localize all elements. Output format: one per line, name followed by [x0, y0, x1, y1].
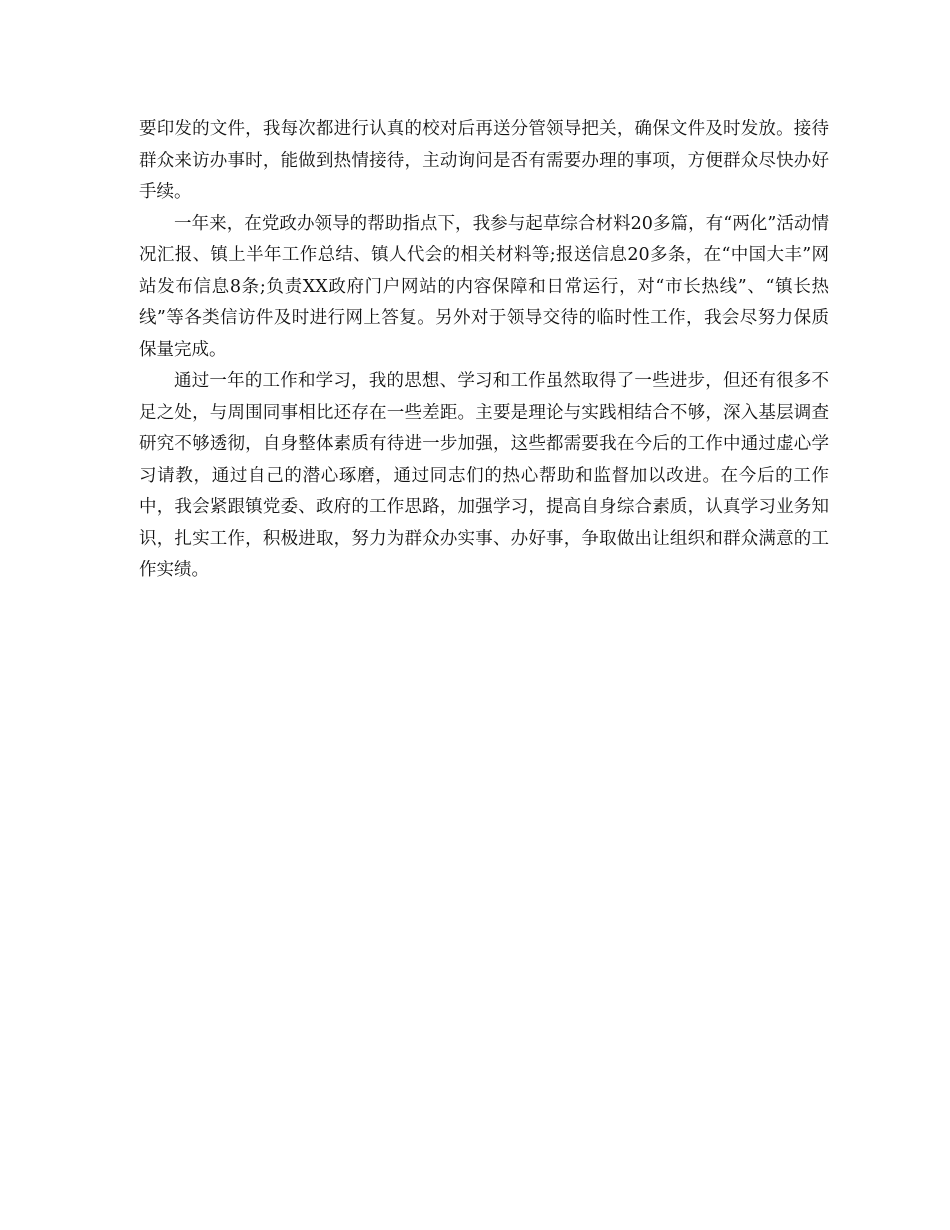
paragraph-continuation: 要印发的文件，我每次都进行认真的校对后再送分管领导把关，确保文件及时发放。接待群众来访办事时，能做到热情接待，主动询问是否有需要办理的事项，方便群众尽快办好手续。	[139, 119, 829, 202]
paragraph-self-assessment: 通过一年的工作和学习，我的思想、学习和工作虽然取得了一些进步，但还有很多不足之处，与周围同事相比还存在一些差距。主要是理论与实践相结合不够，深入基层调查研究不够透彻，自身整体素质有待进一步加强，这些都需要我在今后的工作中通过虚心学习请教，通过自己的潜心琢磨，通过同志们的热心帮助和监督加以改进。在今后的工作中，我会紧跟镇党委、政府的工作思路，加强学习，提高自身综合素质，认真学习业务知识，扎实工作，积极进取，努力为群众办实事、办好事，争取做出让组织和群众满意的工作实绩。	[139, 371, 829, 580]
paragraph-work-summary: 一年来，在党政办领导的帮助指点下，我参与起草综合材料20多篇，有“两化”活动情况汇报、镇上半年工作总结、镇人代会的相关材料等;报送信息20多条，在“中国大丰”网站发布信息8条;负责XX政府门户网站的内容保障和日常运行，对“市长热线”、“镇长热线”等各类信访件及时进行网上答复。另外对于领导交待的临时性工作，我会尽努力保质保量完成。	[139, 213, 829, 360]
document-body	[139, 114, 829, 587]
